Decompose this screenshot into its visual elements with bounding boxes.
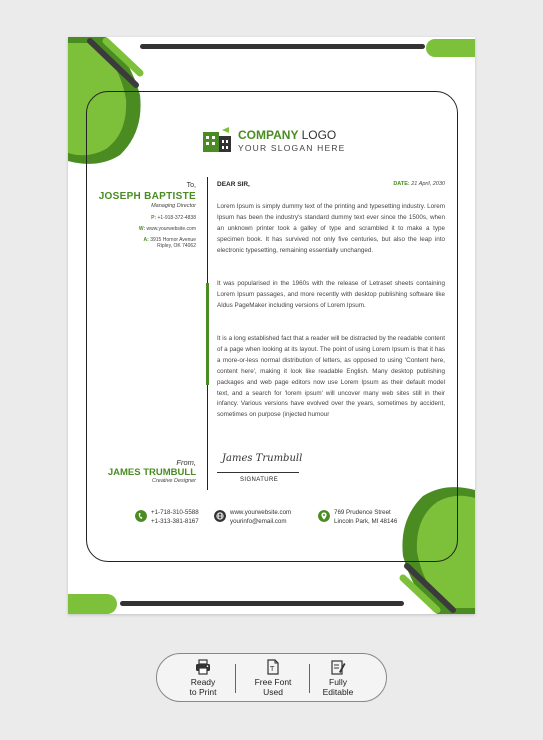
company-logo-text bbox=[238, 128, 336, 142]
signature-label: SIGNATURE bbox=[240, 477, 279, 483]
date-label: DATE: bbox=[393, 181, 410, 187]
footer-phones bbox=[151, 508, 199, 526]
feature-free-font bbox=[239, 654, 307, 697]
footer-phone-2: +1-313-381-8167 bbox=[151, 518, 199, 525]
address-line1: 3915 Hornor Avenue bbox=[150, 237, 196, 243]
recipient-web bbox=[139, 226, 196, 232]
phone-label: P: bbox=[151, 215, 157, 221]
accent-divider-bar bbox=[206, 283, 209, 385]
bottom-green-tab bbox=[68, 594, 117, 614]
signature-script: James Trumbull bbox=[222, 453, 303, 464]
building-logo-icon bbox=[202, 127, 234, 153]
footer-web: www.yourwebsite.com bbox=[230, 509, 292, 516]
feature-1-line1: Ready bbox=[190, 677, 216, 687]
footer-address-line2: Lincoln Park, MI 48146 bbox=[334, 518, 398, 525]
company-slogan: YOUR SLOGAN HERE bbox=[238, 143, 346, 153]
feature-2-line2: Used bbox=[263, 687, 283, 697]
phone-icon bbox=[135, 510, 147, 522]
editable-doc-icon bbox=[330, 659, 346, 675]
signature-line bbox=[217, 472, 299, 473]
feature-ready-to-print bbox=[169, 654, 237, 697]
bottom-dark-bar bbox=[120, 601, 404, 606]
from-label: From, bbox=[176, 458, 196, 467]
phone-value: +1-918-372-4838 bbox=[157, 215, 196, 221]
date-value: 21 April, 2030 bbox=[411, 181, 445, 187]
svg-text:T: T bbox=[270, 665, 275, 673]
font-file-icon bbox=[265, 659, 281, 675]
top-green-tab bbox=[426, 39, 475, 57]
feature-fully-editable bbox=[304, 654, 372, 697]
content-frame bbox=[86, 91, 458, 562]
greeting: DEAR SIR, bbox=[217, 181, 250, 188]
address-label: A: bbox=[143, 237, 149, 243]
feature-separator-1 bbox=[235, 664, 236, 693]
footer-email: yourinfo@email.com bbox=[230, 518, 287, 525]
recipient-phone bbox=[151, 215, 196, 221]
location-pin-icon bbox=[318, 510, 330, 522]
body-paragraph-2: It was popularised in the 1960s with the release of Letraset sheets containing Lorem Ipsum passages, and more recently with desktop publishing software like Aldus PageMaker including versions of Lorem Ipsum. bbox=[217, 280, 445, 309]
footer-address bbox=[334, 508, 397, 526]
feature-2-line1: Free Font bbox=[254, 677, 292, 687]
feature-panel bbox=[156, 653, 387, 702]
footer-web-email bbox=[230, 508, 291, 526]
letter-date bbox=[393, 181, 445, 187]
sender-name: JAMES TRUMBULL bbox=[107, 467, 196, 478]
recipient-role: Managing Director bbox=[151, 203, 196, 209]
letterhead-page bbox=[68, 37, 475, 614]
feature-3-line1: Fully bbox=[329, 677, 347, 687]
printer-icon bbox=[195, 659, 211, 675]
footer-phone-1: +1-718-310-5588 bbox=[151, 509, 199, 516]
body-paragraph-1: Lorem Ipsum is simply dummy text of the printing and typesetting industry. Lorem Ipsum has been the industry's standard dummy text ever since the 1500s, when an unknown printer took a galley of type and scrambled it to make a type specimen book. It has survived not only five centuries, but also the leap into electronic typesetting, remaining essentially unchanged. bbox=[217, 203, 445, 254]
logo-word: LOGO bbox=[301, 128, 337, 142]
to-label: To, bbox=[186, 182, 196, 189]
company-name: COMPANY bbox=[238, 128, 299, 142]
top-dark-bar bbox=[140, 44, 425, 49]
footer-address-line1: 769 Prudence Street bbox=[334, 509, 391, 516]
globe-icon bbox=[214, 510, 226, 522]
web-value: www.yourwebsite.com bbox=[146, 226, 196, 232]
web-label: W: bbox=[138, 226, 146, 232]
body-paragraph-3: It is a long established fact that a reader will be distracted by the readable content of a page when looking at its layout. The point of using Lorem Ipsum is that it has a more-or-less normal distribution of letters, as opposed to using 'Content here, content here', making it look like readable English. Many desktop publishing packages and web page editors now use Lorem Ipsum as their default model text, and a search for 'lorem ipsum' will uncover many web sites still in their infancy. Various versions have evolved over the years, sometimes by accident, sometimes on purpose (injected humour bbox=[217, 335, 445, 419]
recipient-name: JOSEPH BAPTISTE bbox=[98, 191, 196, 202]
sender-role: Creative Designer bbox=[151, 478, 196, 484]
feature-1-line2: to Print bbox=[189, 687, 217, 697]
feature-3-line2: Editable bbox=[322, 687, 354, 697]
recipient-address-line2: Ripley, OK 74062 bbox=[157, 243, 196, 249]
